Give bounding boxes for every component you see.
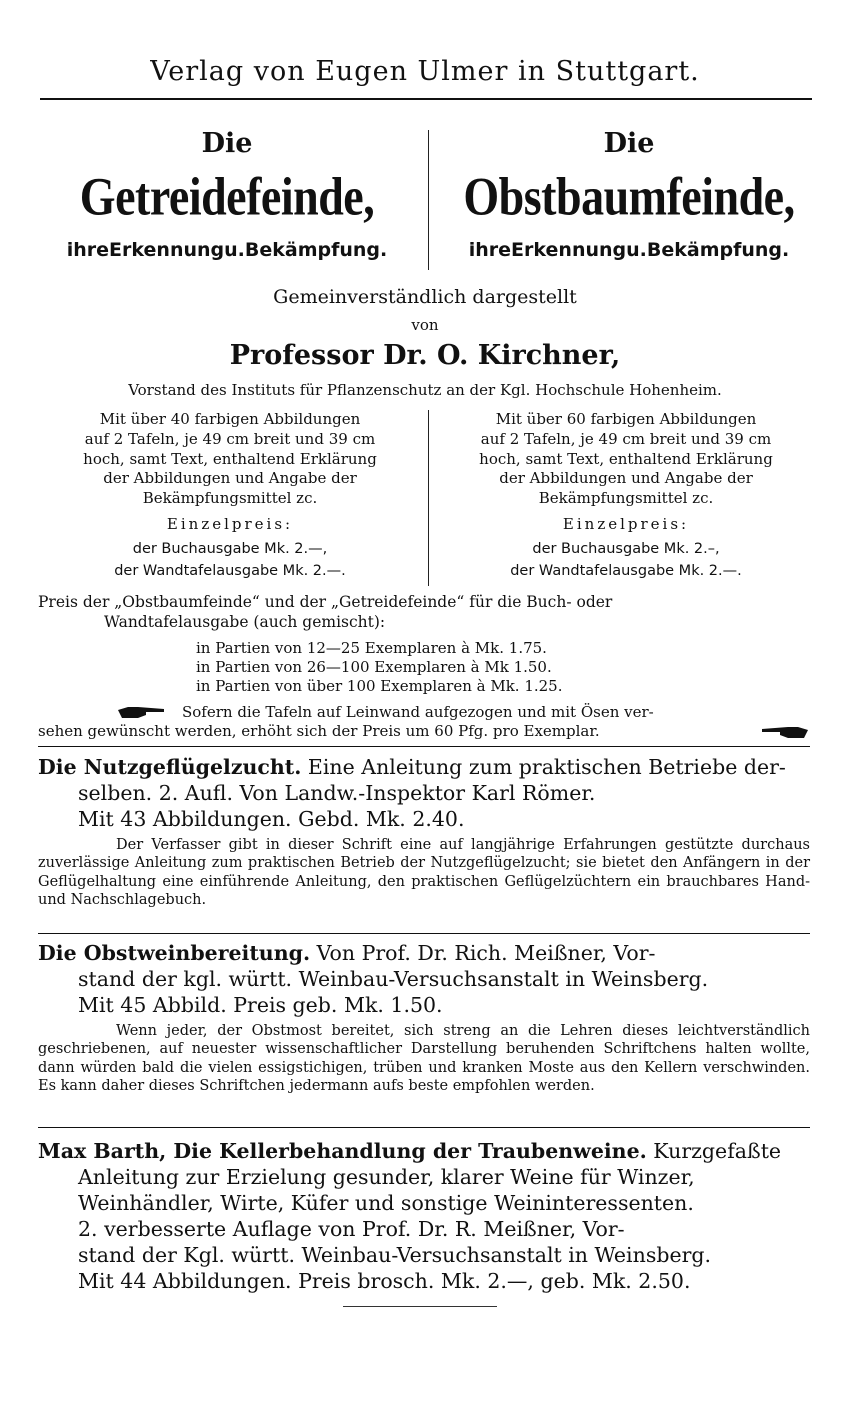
book-description: Der Verfasser gibt in dieser Schrift eine auf langjährige Erfahrungen gestützte durchaus zuverlässige Anleitung zum praktischen Betrieb der Nutzgeflügelzucht; sie bietet den Anfängern in der Geflügelhaltung eine einführende Anleitung, den praktischen Geflügelzüchtern ein brauchbares Hand- und Nachschlagebuch. xyxy=(38,837,810,909)
book-head-line: Mit 44 Abbildungen. Preis brosch. Mk. 2.—, geb. Mk. 2.50. xyxy=(78,1269,691,1293)
book-head-line: Kurzgefaßte xyxy=(646,1139,782,1163)
book-head-line: Eine Anleitung zum praktischen Betriebe der- xyxy=(301,755,786,779)
description-column-divider xyxy=(428,410,429,586)
left-subtitle: ihreErkennungu.Bekämpfung. xyxy=(66,239,388,262)
closing-rule xyxy=(343,1306,497,1307)
right-die: Die xyxy=(603,128,655,159)
right-title-column xyxy=(430,128,828,261)
book-head-line: Von Prof. Dr. Rich. Meißner, Vor- xyxy=(310,941,656,965)
left-die: Die xyxy=(201,128,253,159)
book-head-line: 2. verbesserte Auflage von Prof. Dr. R. Meißner, Vor- xyxy=(78,1217,625,1241)
book-title: Die Obstweinbereitung. xyxy=(38,941,311,965)
right-price-book: der Buchausgabe Mk. 2.–, xyxy=(532,541,720,557)
book-head-line: Mit 43 Abbildungen. Gebd. Mk. 2.40. xyxy=(78,807,465,831)
bulk-row: in Partien von 26—100 Exemplaren à Mk 1.50. xyxy=(196,658,552,676)
section-rule xyxy=(38,746,810,747)
section-rule xyxy=(38,933,810,934)
right-subtitle: ihreErkennungu.Bekämpfung. xyxy=(468,239,790,262)
bulk-intro-2: Wandtafelausgabe (auch gemischt): xyxy=(104,613,386,631)
right-price-label: Einzelpreis: xyxy=(562,515,690,533)
book-head-line: Anleitung zur Erzielung gesunder, klarer Weine für Winzer, xyxy=(78,1165,695,1189)
book-title: Max Barth, Die Kellerbehandlung der Traubenweine. xyxy=(38,1139,647,1163)
bulk-note-1: Sofern die Tafeln auf Leinwand aufgezogen und mit Ösen ver- xyxy=(182,703,654,721)
common-line-2: von xyxy=(411,316,439,334)
title-column-divider xyxy=(428,130,429,270)
right-book-title: Obstbaumfeinde, xyxy=(463,166,795,227)
left-title-column xyxy=(30,128,424,261)
right-description: Mit über 60 farbigen Abbildungen auf 2 Tafeln, je 49 cm breit und 39 cm hoch, samt Text, enthaltend Erklärung der Abbildungen und Angabe der Bekämpfungsmittel zc. xyxy=(479,410,773,508)
left-description: Mit über 40 farbigen Abbildungen auf 2 Tafeln, je 49 cm breit und 39 cm hoch, samt Text, enthaltend Erklärung der Abbildungen und Angabe der Bekämpfungsmittel zc. xyxy=(83,410,377,508)
author-position: Vorstand des Instituts für Pflanzenschutz an der Kgl. Hochschule Hohenheim. xyxy=(128,381,722,399)
pointing-hand-icon xyxy=(760,722,810,742)
book-head-line: Mit 45 Abbild. Preis geb. Mk. 1.50. xyxy=(78,993,443,1017)
left-price-book: der Buchausgabe Mk. 2.—, xyxy=(132,541,328,557)
bulk-intro-1: Preis der „Obstbaumfeinde“ und der „Getreidefeinde“ für die Buch- oder xyxy=(38,593,613,611)
bulk-row: in Partien von über 100 Exemplaren à Mk. 1.25. xyxy=(196,677,563,695)
bulk-note-2: sehen gewünscht werden, erhöht sich der Preis um 60 Pfg. pro Exemplar. xyxy=(38,722,600,740)
pointing-hand-icon xyxy=(116,702,168,722)
common-line-1: Gemeinverständlich dargestellt xyxy=(273,286,577,308)
author-name: Professor Dr. O. Kirchner, xyxy=(229,340,621,371)
left-price-wall: der Wandtafelausgabe Mk. 2.—. xyxy=(114,563,346,579)
left-price-label: Einzelpreis: xyxy=(166,515,294,533)
book-entry-obstweinbereitung xyxy=(38,940,810,1096)
book-head-line: selben. 2. Aufl. Von Landw.-Inspektor Karl Römer. xyxy=(78,781,596,805)
top-rule xyxy=(40,98,812,100)
book-description: Wenn jeder, der Obstmost bereitet, sich streng an die Lehren dieses leichtverständlich geschriebenen, auf neuester wissenschaftlicher Darstellung beruhenden Schriftchens halten wollte, dann würden bald die vielen essigstichigen, trüben und kranken Moste aus den Kellern verschwinden. Es kann daher dieses Schriftchen jedermann aufs beste empfohlen werden. xyxy=(38,1023,810,1095)
book-head-line: stand der Kgl. württ. Weinbau-Versuchsanstalt in Weinsberg. xyxy=(78,1243,712,1267)
book-head-line: Weinhändler, Wirte, Küfer und sonstige Weininteressenten. xyxy=(78,1191,694,1215)
book-entry-nutzgefluegelzucht xyxy=(38,754,810,910)
book-head-line: stand der kgl. württ. Weinbau-Versuchsanstalt in Weinsberg. xyxy=(78,967,709,991)
section-rule xyxy=(38,1127,810,1128)
book-entry-kellerbehandlung xyxy=(38,1138,810,1294)
publisher-heading: Verlag von Eugen Ulmer in Stuttgart. xyxy=(150,56,700,87)
right-price-wall: der Wandtafelausgabe Mk. 2.—. xyxy=(510,563,742,579)
book-title: Die Nutzgeflügelzucht. xyxy=(38,755,302,779)
left-book-title: Getreidefeinde, xyxy=(79,166,375,227)
bulk-row: in Partien von 12—25 Exemplaren à Mk. 1.75. xyxy=(196,639,547,657)
